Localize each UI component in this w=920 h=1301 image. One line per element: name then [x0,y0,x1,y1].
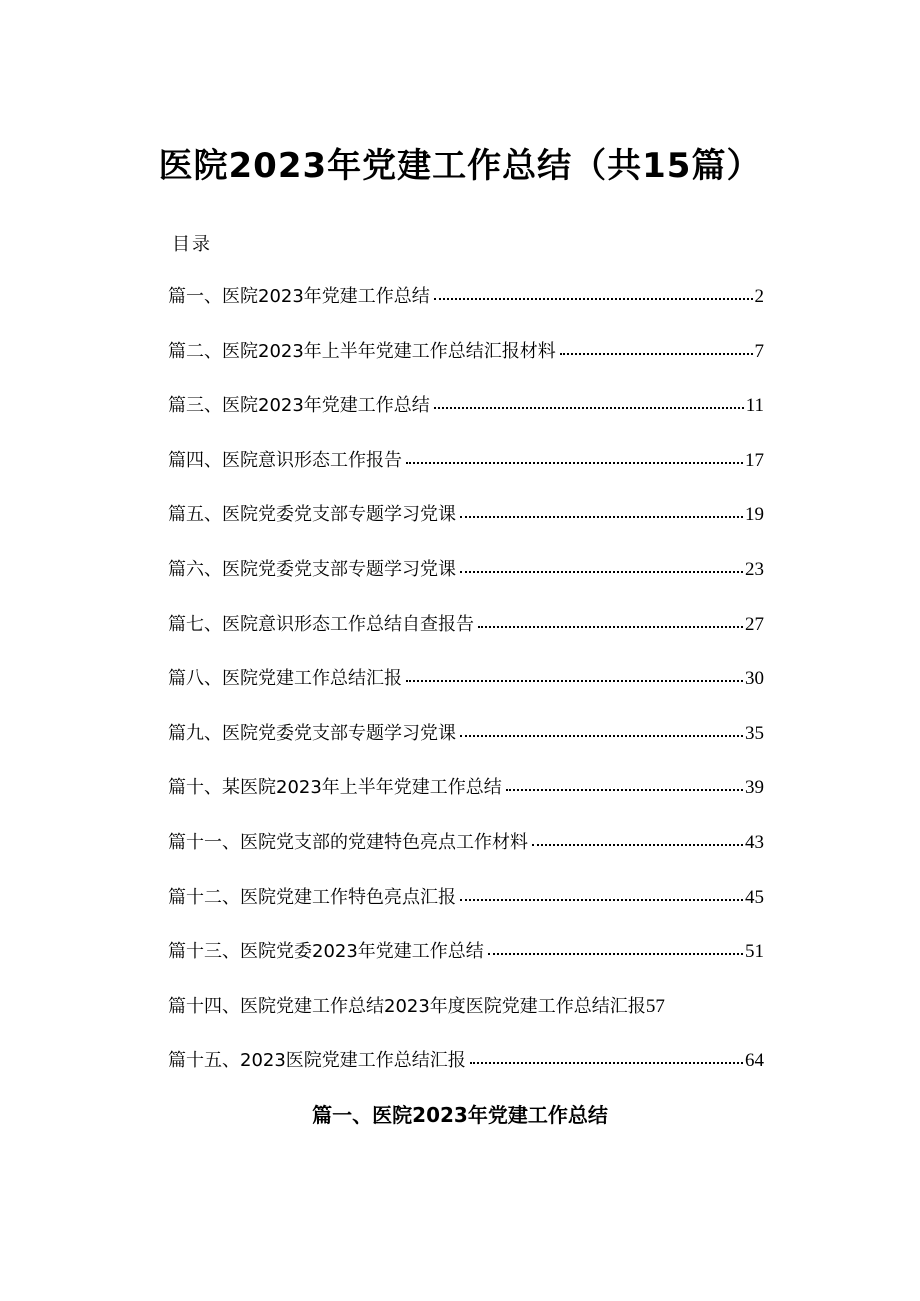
toc-dot-leader [560,353,753,355]
toc-entry-page-number: 64 [745,1050,764,1072]
toc-entry-label: 篇十一、医院党支部的党建特色亮点工作材料 [168,831,528,853]
toc-dot-leader [532,844,743,846]
toc-entry[interactable] [168,937,764,992]
toc-entry[interactable] [168,828,764,883]
toc-entry-page-number: 17 [745,449,764,471]
toc-dot-leader [478,626,743,628]
toc-entry[interactable] [168,337,764,392]
toc-dot-leader [460,516,743,518]
toc-entry-page-number: 19 [745,504,764,526]
toc-entry-page-number: 39 [745,777,764,799]
toc-entry[interactable] [168,883,764,938]
toc-dot-leader [406,462,743,464]
section-heading: 篇一、医院2023年党建工作总结 [312,1103,608,1127]
toc-entry-page-number: 30 [745,668,764,690]
toc-entry-label: 篇五、医院党委党支部专题学习党课 [168,504,456,526]
toc-entry-label: 篇七、医院意识形态工作总结自查报告 [168,613,474,635]
toc-dot-leader [460,735,743,737]
page-title: 医院2023年党建工作总结（共15篇） [158,146,762,186]
toc-entry[interactable] [168,773,764,828]
toc-dot-leader [460,899,743,901]
toc-entry-page-number: 2 [754,286,764,307]
toc-dot-leader [434,407,744,409]
table-of-contents [168,282,764,1101]
toc-entry-page-number: 43 [745,831,764,853]
toc-dot-leader [470,1062,743,1064]
toc-dot-leader [488,953,743,955]
toc-entry-label: 篇十五、2023医院党建工作总结汇报 [168,1050,466,1072]
toc-entry[interactable] [168,719,764,774]
toc-entry-label: 篇十、某医院2023年上半年党建工作总结 [168,777,502,799]
toc-entry-page-number: 35 [745,722,764,744]
toc-dot-leader [460,571,743,573]
toc-entry-page-number: 23 [745,558,764,580]
toc-entry[interactable] [168,664,764,719]
toc-entry[interactable] [168,1046,764,1101]
toc-dot-leader [434,298,753,300]
toc-entry[interactable] [168,555,764,610]
toc-entry-page-number: 57 [645,995,665,1017]
toc-entry-label: 篇十四、医院党建工作总结2023年度医院党建工作总结汇报 [168,995,646,1017]
toc-entry[interactable] [168,446,764,501]
toc-heading: 目录 [172,234,212,255]
toc-dot-leader [406,680,743,682]
toc-entry-label: 篇六、医院党委党支部专题学习党课 [168,558,456,580]
toc-entry[interactable] [168,391,764,446]
toc-entry-page-number: 27 [745,613,764,635]
toc-entry-label: 篇十二、医院党建工作特色亮点汇报 [168,886,456,908]
toc-entry[interactable] [168,610,764,665]
toc-entry-label: 篇三、医院2023年党建工作总结 [168,395,430,417]
toc-entry-label: 篇二、医院2023年上半年党建工作总结汇报材料 [168,340,556,362]
toc-entry-label: 篇八、医院党建工作总结汇报 [168,668,402,690]
toc-entry-page-number: 11 [745,395,764,417]
toc-entry-page-number: 51 [745,941,764,963]
toc-entry[interactable] [168,500,764,555]
toc-entry-label: 篇四、医院意识形态工作报告 [168,449,402,471]
toc-entry-page-number: 7 [754,340,764,362]
toc-entry-label: 篇九、医院党委党支部专题学习党课 [168,722,456,744]
toc-entry-page-number: 45 [745,886,764,908]
toc-entry[interactable] [168,992,764,1047]
toc-dot-leader [506,789,743,791]
toc-entry-label: 篇一、医院2023年党建工作总结 [168,286,430,307]
toc-entry-label: 篇十三、医院党委2023年党建工作总结 [168,941,484,963]
toc-entry[interactable] [168,282,764,337]
